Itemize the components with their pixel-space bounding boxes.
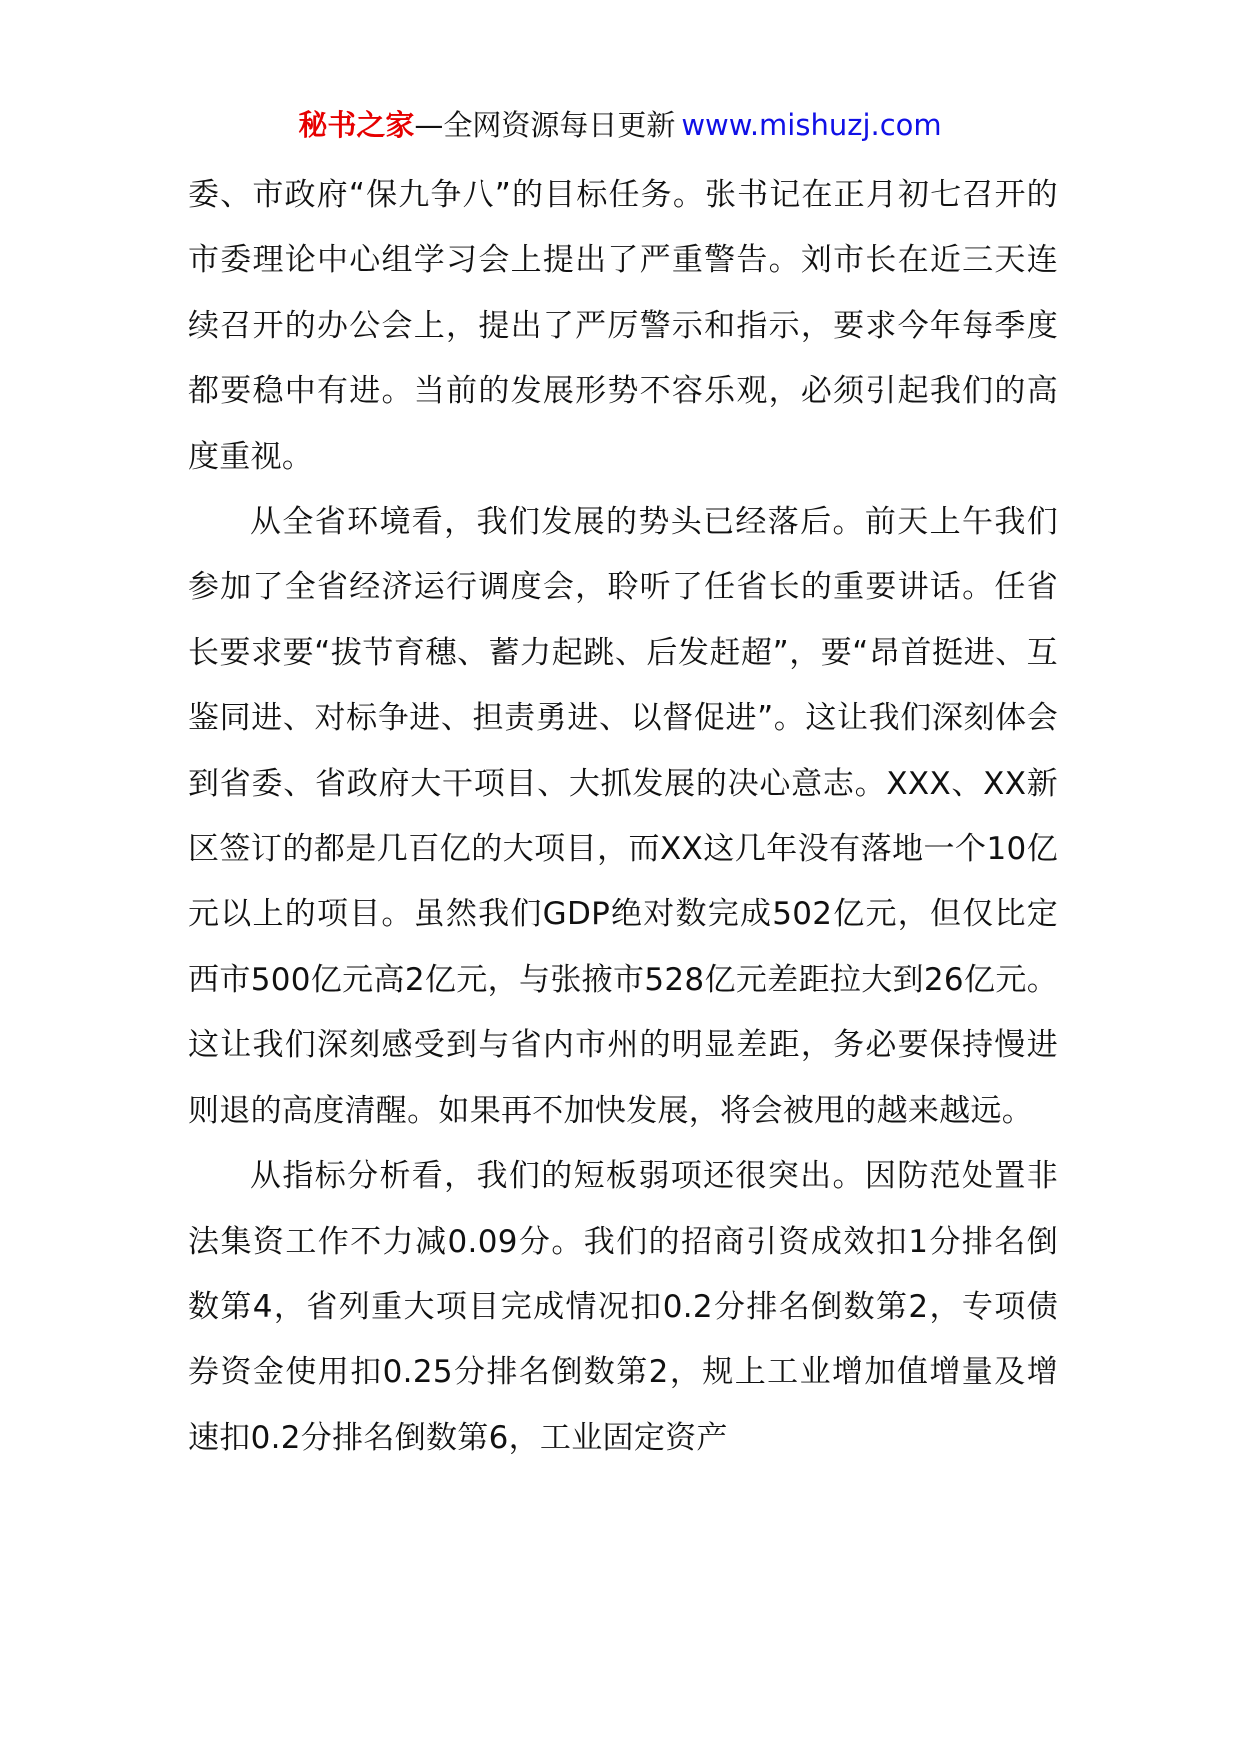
- website-link[interactable]: www.mishuzj.com: [681, 108, 942, 142]
- brand-name: 秘书之家: [298, 108, 415, 142]
- paragraph-3: 从指标分析看，我们的短板弱项还很突出。因防范处置非法集资工作不力减0.09分。我们的招商引资成效扣1分排名倒数第4，省列重大项目完成情况扣0.2分排名倒数第2，专项债券资金使用扣0.25分排名倒数第2，规上工业增加值增量及增速扣0.2分排名倒数第6，工业固定资产: [188, 1158, 1058, 1456]
- document-body: [188, 163, 1058, 1471]
- page-header: [0, 100, 1240, 150]
- paragraph-1: 委、市政府“保九争八”的目标任务。张书记在正月初七召开的市委理论中心组学习会上提出了严重警告。刘市长在近三天连续召开的办公会上，提出了严厉警示和指示，要求今年每季度都要稳中有进。当前的发展形势不容乐观，必须引起我们的高度重视。: [188, 177, 1058, 475]
- paragraph-2: 从全省环境看，我们发展的势头已经落后。前天上午我们参加了全省经济运行调度会，聆听了任省长的重要讲话。任省长要求要“拔节育穗、蓄力起跳、后发赶超”，要“昂首挺进、互鉴同进、对标争进、担责勇进、以督促进”。这让我们深刻体会到省委、省政府大干项目、大抓发展的决心意志。XXX、XX新区签订的都是几百亿的大项目，而XX这几年没有落地一个10亿元以上的项目。虽然我们GDP绝对数完成502亿元，但仅比定西市500亿元高2亿元，与张掖市528亿元差距拉大到26亿元。这让我们深刻感受到与省内市州的明显差距，务必要保持慢进则退的高度清醒。如果再不加快发展，将会被甩的越来越远。: [188, 504, 1058, 1129]
- header-tagline: —全网资源每日更新: [414, 108, 676, 142]
